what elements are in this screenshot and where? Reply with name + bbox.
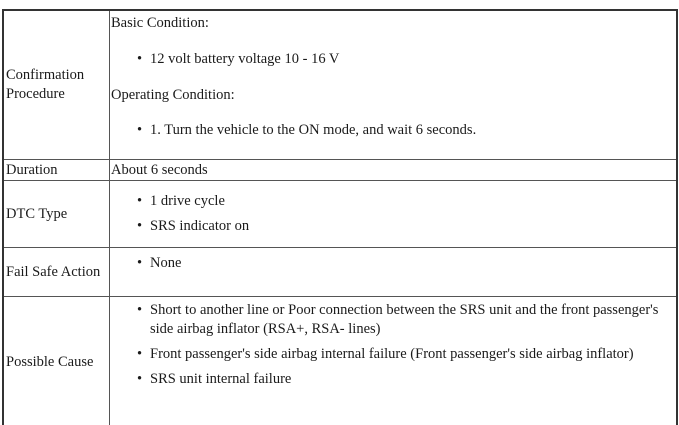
table-row-possible-cause [3,297,677,425]
basic-condition-heading: Basic Condition: [111,15,209,31]
list-item: • SRS indicator on [137,217,670,236]
list-item: • Short to another line or Poor connection between the SRS unit and the front passenger's side airbag inflator (RSA+, RSA- lines) [137,301,670,339]
confirmation-procedure-value [110,10,678,160]
table-row-confirmation [3,10,677,160]
duration-label: Duration [3,160,110,181]
duration-value: About 6 seconds [110,160,678,181]
list-item: • SRS unit internal failure [137,370,670,389]
operating-condition-heading: Operating Condition: [111,87,235,103]
dtc-type-label: DTC Type [3,181,110,248]
table-row-dtc-type [3,181,677,248]
fail-safe-action-value [110,248,678,297]
confirmation-procedure-label: Confirmation Procedure [3,10,110,160]
operating-condition-list [111,121,670,140]
possible-cause-label: Possible Cause [3,297,110,425]
dtc-spec-table [2,9,678,425]
possible-cause-list [111,301,670,389]
basic-condition-list [111,50,670,69]
list-item: • 1. Turn the vehicle to the ON mode, and wait 6 seconds. [137,121,670,140]
list-item: • 12 volt battery voltage 10 - 16 V [137,50,670,69]
table-row-duration [3,160,677,181]
table-row-fail-safe [3,248,677,297]
fail-safe-action-label: Fail Safe Action [3,248,110,297]
dtc-type-list [111,192,670,236]
dtc-type-value [110,181,678,248]
possible-cause-value [110,297,678,425]
list-item: • 1 drive cycle [137,192,670,211]
list-item: • None [137,254,670,273]
list-item: • Front passenger's side airbag internal failure (Front passenger's side airbag inflator) [137,345,670,364]
fail-safe-list [111,254,670,273]
